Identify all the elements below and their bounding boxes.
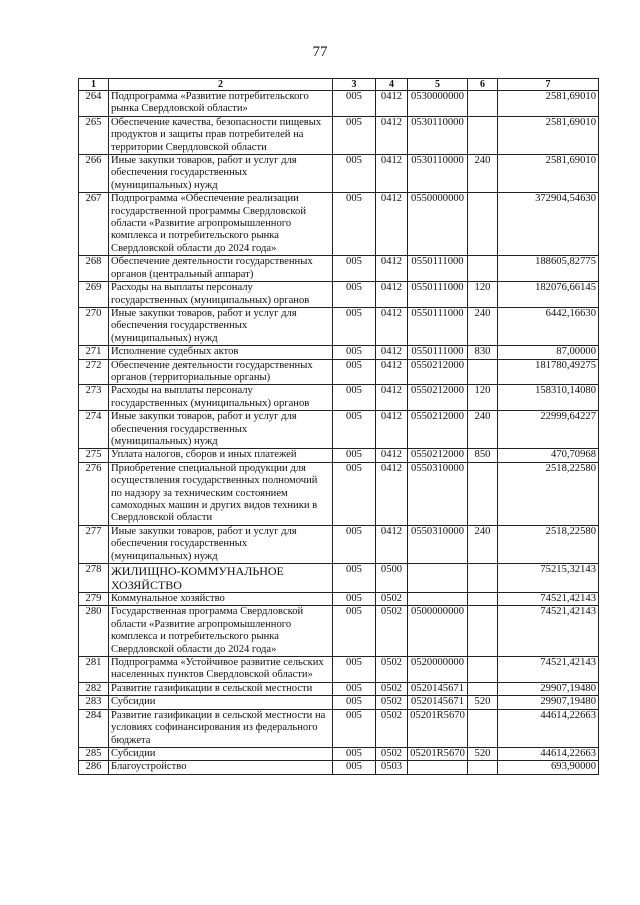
ministry-code: 005: [333, 193, 376, 256]
section-code: 0412: [376, 411, 408, 449]
row-number: 284: [79, 709, 109, 747]
target-article-code: [408, 564, 468, 593]
table-row: [79, 682, 599, 695]
row-number: 280: [79, 606, 109, 657]
ministry-code: 005: [333, 359, 376, 385]
target-article-code: 0550111000: [408, 307, 468, 345]
row-number: 266: [79, 155, 109, 193]
row-name: Иные закупки товаров, работ и услуг для обеспечения государственных (муниципальных) нужд: [109, 155, 333, 193]
row-name: Иные закупки товаров, работ и услуг для обеспечения государственных (муниципальных) нужд: [109, 411, 333, 449]
expense-type-code: 520: [468, 696, 498, 709]
expense-type-code: [468, 462, 498, 525]
header-cell: 4: [376, 79, 408, 91]
section-code: 0412: [376, 282, 408, 308]
section-code: 0412: [376, 155, 408, 193]
table-row: [79, 385, 599, 411]
budget-table: [78, 78, 599, 775]
ministry-code: 005: [333, 525, 376, 563]
ministry-code: 005: [333, 564, 376, 593]
row-number: 282: [79, 682, 109, 695]
target-article-code: 0530110000: [408, 155, 468, 193]
expense-type-code: [468, 359, 498, 385]
row-number: 273: [79, 385, 109, 411]
target-article-code: 05201R5670: [408, 747, 468, 760]
row-name: Иные закупки товаров, работ и услуг для обеспечения государственных (муниципальных) нужд: [109, 307, 333, 345]
table-row: [79, 709, 599, 747]
row-number: 270: [79, 307, 109, 345]
row-number: 269: [79, 282, 109, 308]
expense-type-code: [468, 91, 498, 117]
ministry-code: 005: [333, 411, 376, 449]
row-number: 285: [79, 747, 109, 760]
target-article-code: 0550111000: [408, 256, 468, 282]
expense-type-code: 240: [468, 525, 498, 563]
table-row: [79, 761, 599, 774]
ministry-code: 005: [333, 709, 376, 747]
row-name: Расходы на выплаты персоналу государственных (муниципальных) органов: [109, 385, 333, 411]
table-row: [79, 606, 599, 657]
expense-type-code: [468, 116, 498, 154]
row-amount: 158310,14080: [498, 385, 599, 411]
row-name: Иные закупки товаров, работ и услуг для обеспечения государственных (муниципальных) нужд: [109, 525, 333, 563]
target-article-code: 0550310000: [408, 525, 468, 563]
section-code: 0502: [376, 747, 408, 760]
row-amount: 74521,42143: [498, 606, 599, 657]
table-row: [79, 91, 599, 117]
section-code: 0412: [376, 193, 408, 256]
header-cell: 1: [79, 79, 109, 91]
row-name: Подпрограмма «Развитие потребительского рынка Свердловской области»: [109, 91, 333, 117]
row-number: 268: [79, 256, 109, 282]
section-code: 0412: [376, 346, 408, 359]
row-number: 275: [79, 449, 109, 462]
row-amount: 181780,49275: [498, 359, 599, 385]
row-number: 267: [79, 193, 109, 256]
section-code: 0412: [376, 256, 408, 282]
row-name: Коммунальное хозяйство: [109, 593, 333, 606]
expense-type-code: 240: [468, 411, 498, 449]
table-row: [79, 256, 599, 282]
ministry-code: 005: [333, 657, 376, 683]
target-article-code: 0550111000: [408, 346, 468, 359]
row-number: 276: [79, 462, 109, 525]
ministry-code: 005: [333, 307, 376, 345]
row-number: 279: [79, 593, 109, 606]
row-number: 272: [79, 359, 109, 385]
row-name: Развитие газификации в сельской местности на условиях софинансирования из федерального бюджета: [109, 709, 333, 747]
row-name: Подпрограмма «Обеспечение реализации государственной программы Свердловской области «Развитие агропромышленного комплекса и потребительского рынка Свердловской области до 2024 года»: [109, 193, 333, 256]
table-row: [79, 359, 599, 385]
header-cell: 7: [498, 79, 599, 91]
expense-type-code: 850: [468, 449, 498, 462]
row-amount: 44614,22663: [498, 747, 599, 760]
row-name: Обеспечение качества, безопасности пищевых продуктов и защиты прав потребителей на территории Свердловской области: [109, 116, 333, 154]
ministry-code: 005: [333, 761, 376, 774]
section-code: 0412: [376, 307, 408, 345]
target-article-code: 0520145671: [408, 682, 468, 695]
target-article-code: 0550212000: [408, 359, 468, 385]
row-number: 265: [79, 116, 109, 154]
section-code: 0502: [376, 682, 408, 695]
row-number: 264: [79, 91, 109, 117]
target-article-code: 0520000000: [408, 657, 468, 683]
ministry-code: 005: [333, 116, 376, 154]
expense-type-code: [468, 193, 498, 256]
row-amount: 182076,66145: [498, 282, 599, 308]
ministry-code: 005: [333, 696, 376, 709]
row-amount: 44614,22663: [498, 709, 599, 747]
expense-type-code: [468, 682, 498, 695]
target-article-code: [408, 593, 468, 606]
ministry-code: 005: [333, 682, 376, 695]
section-code: 0502: [376, 593, 408, 606]
table-row: [79, 346, 599, 359]
row-amount: 74521,42143: [498, 657, 599, 683]
row-number: 278: [79, 564, 109, 593]
header-cell: 2: [109, 79, 333, 91]
ministry-code: 005: [333, 462, 376, 525]
row-amount: 2581,69010: [498, 116, 599, 154]
section-code: 0412: [376, 525, 408, 563]
row-amount: 22999,64227: [498, 411, 599, 449]
row-amount: 87,00000: [498, 346, 599, 359]
row-amount: 188605,82775: [498, 256, 599, 282]
row-amount: 470,70968: [498, 449, 599, 462]
row-amount: 2518,22580: [498, 525, 599, 563]
row-name: Благоустройство: [109, 761, 333, 774]
row-amount: 29907,19480: [498, 696, 599, 709]
table-row: [79, 593, 599, 606]
target-article-code: 0520145671: [408, 696, 468, 709]
row-amount: 75215,32143: [498, 564, 599, 593]
target-article-code: 0530110000: [408, 116, 468, 154]
section-code: 0502: [376, 606, 408, 657]
row-amount: 693,90000: [498, 761, 599, 774]
row-name: Развитие газификации в сельской местности: [109, 682, 333, 695]
ministry-code: 005: [333, 346, 376, 359]
row-name: Государственная программа Свердловской области «Развитие агропромышленного комплекса и потребительского рынка Свердловской области до 2024 года»: [109, 606, 333, 657]
table-row: [79, 696, 599, 709]
section-code: 0412: [376, 449, 408, 462]
section-code: 0412: [376, 385, 408, 411]
row-number: 286: [79, 761, 109, 774]
section-code: 0502: [376, 709, 408, 747]
target-article-code: 0500000000: [408, 606, 468, 657]
row-name: Обеспечение деятельности государственных органов (территориальные органы): [109, 359, 333, 385]
expense-type-code: 520: [468, 747, 498, 760]
target-article-code: 05201R5670: [408, 709, 468, 747]
ministry-code: 005: [333, 282, 376, 308]
page-number: 77: [312, 44, 328, 60]
header-cell: 3: [333, 79, 376, 91]
row-name: Расходы на выплаты персоналу государственных (муниципальных) органов: [109, 282, 333, 308]
section-code: 0503: [376, 761, 408, 774]
section-code: 0500: [376, 564, 408, 593]
ministry-code: 005: [333, 155, 376, 193]
row-amount: 2581,69010: [498, 155, 599, 193]
table-row: [79, 307, 599, 345]
row-name: Обеспечение деятельности государственных органов (центральный аппарат): [109, 256, 333, 282]
table-row: [79, 657, 599, 683]
row-name: Исполнение судебных актов: [109, 346, 333, 359]
table-row: [79, 747, 599, 760]
row-name: Субсидии: [109, 747, 333, 760]
ministry-code: 005: [333, 385, 376, 411]
target-article-code: 0550212000: [408, 385, 468, 411]
row-number: 283: [79, 696, 109, 709]
expense-type-code: 240: [468, 307, 498, 345]
target-article-code: 0550000000: [408, 193, 468, 256]
section-code: 0412: [376, 116, 408, 154]
ministry-code: 005: [333, 606, 376, 657]
header-row: [79, 79, 599, 91]
row-name: Приобретение специальной продукции для осуществления государственных полномочий по надзору за техническим состоянием самоходных машин и других видов техники в Свердловской области: [109, 462, 333, 525]
row-amount: 74521,42143: [498, 593, 599, 606]
row-number: 277: [79, 525, 109, 563]
expense-type-code: [468, 593, 498, 606]
expense-type-code: [468, 761, 498, 774]
ministry-code: 005: [333, 747, 376, 760]
expense-type-code: [468, 657, 498, 683]
table-row: [79, 155, 599, 193]
row-name: Субсидии: [109, 696, 333, 709]
row-number: 281: [79, 657, 109, 683]
row-amount: 2518,22580: [498, 462, 599, 525]
section-code: 0412: [376, 91, 408, 117]
header-cell: 6: [468, 79, 498, 91]
table-row: [79, 193, 599, 256]
row-amount: 2581,69010: [498, 91, 599, 117]
row-name: ЖИЛИЩНО-КОММУНАЛЬНОЕ ХОЗЯЙСТВО: [109, 564, 333, 593]
header-cell: 5: [408, 79, 468, 91]
row-name: Уплата налогов, сборов и иных платежей: [109, 449, 333, 462]
expense-type-code: [468, 564, 498, 593]
ministry-code: 005: [333, 256, 376, 282]
target-article-code: 0530000000: [408, 91, 468, 117]
table-row: [79, 449, 599, 462]
row-number: 271: [79, 346, 109, 359]
expense-type-code: [468, 606, 498, 657]
expense-type-code: 120: [468, 282, 498, 308]
table-row: [79, 525, 599, 563]
table-row: [79, 282, 599, 308]
row-amount: 29907,19480: [498, 682, 599, 695]
expense-type-code: 120: [468, 385, 498, 411]
ministry-code: 005: [333, 449, 376, 462]
table-row: [79, 116, 599, 154]
section-code: 0412: [376, 359, 408, 385]
ministry-code: 005: [333, 91, 376, 117]
section-code: 0502: [376, 657, 408, 683]
target-article-code: 0550212000: [408, 411, 468, 449]
target-article-code: 0550111000: [408, 282, 468, 308]
ministry-code: 005: [333, 593, 376, 606]
row-amount: 372904,54630: [498, 193, 599, 256]
expense-type-code: 830: [468, 346, 498, 359]
target-article-code: [408, 761, 468, 774]
expense-type-code: [468, 709, 498, 747]
expense-type-code: [468, 256, 498, 282]
target-article-code: 0550212000: [408, 449, 468, 462]
table-row: [79, 564, 599, 593]
table-row: [79, 462, 599, 525]
row-number: 274: [79, 411, 109, 449]
row-name: Подпрограмма «Устойчивое развитие сельских населенных пунктов Свердловской области»: [109, 657, 333, 683]
table-row: [79, 411, 599, 449]
section-code: 0412: [376, 462, 408, 525]
target-article-code: 0550310000: [408, 462, 468, 525]
section-code: 0502: [376, 696, 408, 709]
expense-type-code: 240: [468, 155, 498, 193]
row-amount: 6442,16630: [498, 307, 599, 345]
